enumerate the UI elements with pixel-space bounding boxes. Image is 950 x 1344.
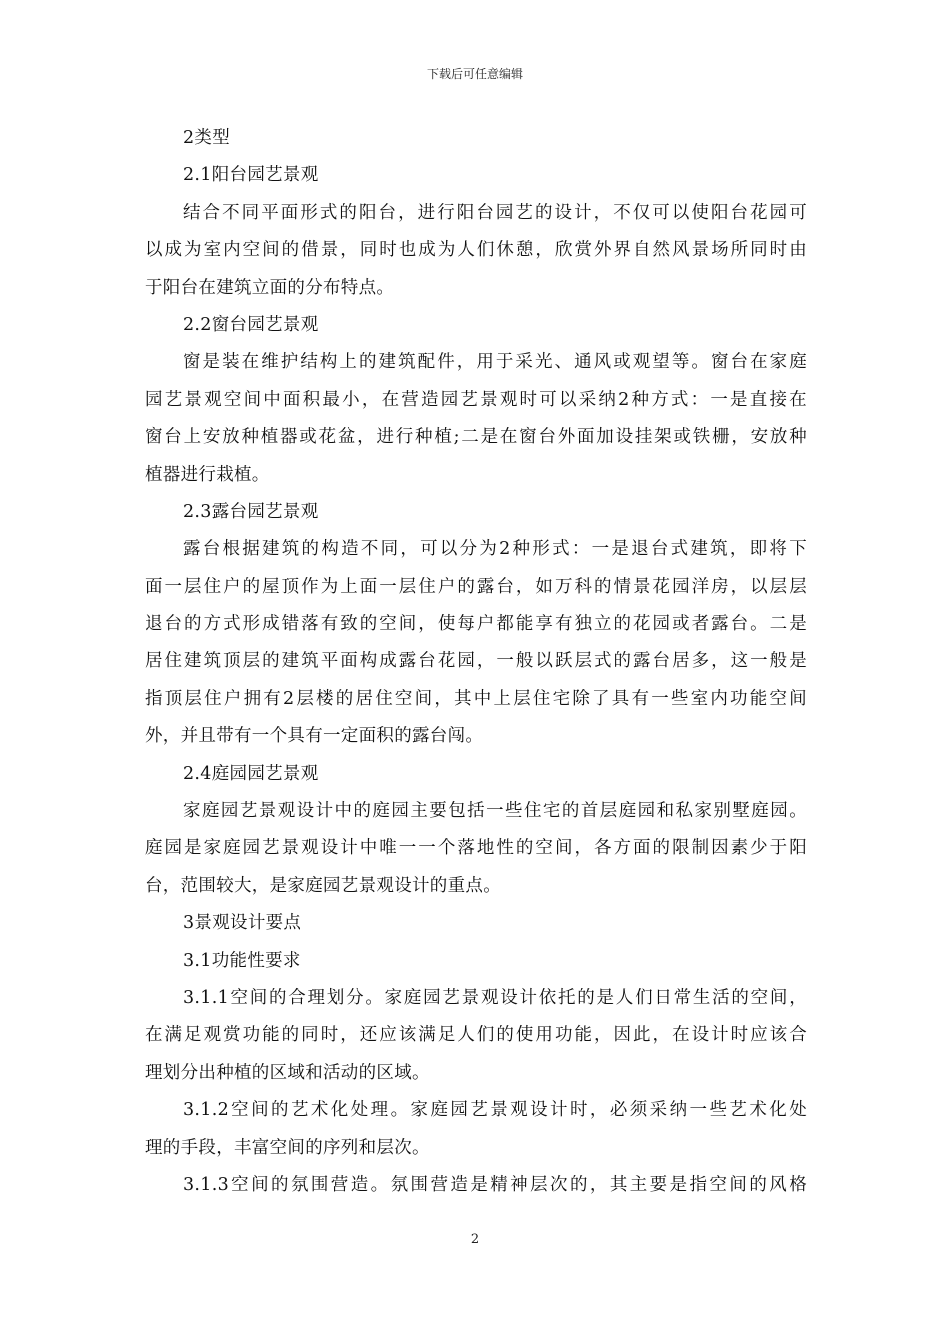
text-line: 外，并且带有一个具有一定面积的露台闯。 — [145, 726, 484, 747]
text-line: 于阳台在建筑立面的分布特点。 — [145, 277, 395, 298]
text-line: 指顶层住户拥有2层楼的居住空间，其中上层住宅除了具有一些室内功能空间 — [145, 688, 807, 709]
text-line: 在满足观赏功能的同时，还应该满足人们的使用功能，因此，在设计时应该合 — [145, 1025, 807, 1046]
text-line: 以成为室内空间的借景，同时也成为人们休憩，欣赏外界自然风景场所同时由 — [145, 240, 807, 261]
text-line: 窗是装在维护结构上的建筑配件，用于采光、通风或观望等。窗台在家庭 — [183, 352, 807, 373]
text-line: 窗台上安放种植器或花盆，进行种植;二是在窗台外面加设挂架或铁栅，安放种 — [145, 427, 807, 448]
text-line: 2.2窗台园艺景观 — [183, 314, 319, 335]
text-line: 居住建筑顶层的建筑平面构成露台花园，一般以跃层式的露台居多，这一般是 — [145, 651, 807, 672]
text-line: 植器进行栽植。 — [145, 464, 270, 485]
text-line: 3.1.1空间的合理划分。家庭园艺景观设计依托的是人们日常生活的空间， — [183, 987, 807, 1008]
text-line: 2.1阳台园艺景观 — [183, 165, 319, 186]
text-line: 理划分出种植的区域和活动的区域。 — [145, 1062, 430, 1083]
page-header: 下载后可任意编辑 — [426, 67, 523, 81]
text-line: 理的手段，丰富空间的序列和层次。 — [145, 1137, 430, 1158]
text-line: 3.1.2空间的艺术化处理。家庭园艺景观设计时，必须采纳一些艺术化处 — [183, 1100, 807, 1121]
document-body — [145, 120, 807, 1204]
text-line: 面一层住户的屋顶作为上面一层住户的露台，如万科的情景花园洋房，以层层 — [145, 576, 807, 597]
text-line: 台，范围较大，是家庭园艺景观设计的重点。 — [145, 875, 501, 896]
text-line: 2类型 — [183, 128, 231, 148]
text-line: 2.3露台园艺景观 — [183, 501, 319, 522]
text-line: 庭园是家庭园艺景观设计中唯一一个落地性的空间，各方面的限制因素少于阳 — [145, 838, 807, 859]
text-line: 3景观设计要点 — [183, 913, 302, 934]
page-number: 2 — [470, 1232, 480, 1247]
text-line: 园艺景观空间中面积最小，在营造园艺景观时可以采纳2种方式：一是直接在 — [145, 389, 807, 410]
text-line: 露台根据建筑的构造不同，可以分为2种形式：一是退台式建筑，即将下 — [183, 539, 807, 560]
text-line: 3.1.3空间的氛围营造。氛围营造是精神层次的，其主要是指空间的风格 — [183, 1174, 807, 1195]
text-line: 3.1功能性要求 — [183, 950, 301, 971]
text-line: 2.4庭园园艺景观 — [183, 763, 319, 784]
text-line: 退台的方式形成错落有致的空间，使每户都能享有独立的花园或者露台。二是 — [145, 614, 807, 635]
text-line: 结合不同平面形式的阳台，进行阳台园艺的设计，不仅可以使阳台花园可 — [183, 202, 807, 223]
text-line: 家庭园艺景观设计中的庭园主要包括一些住宅的首层庭园和私家别墅庭园。 — [183, 801, 807, 822]
